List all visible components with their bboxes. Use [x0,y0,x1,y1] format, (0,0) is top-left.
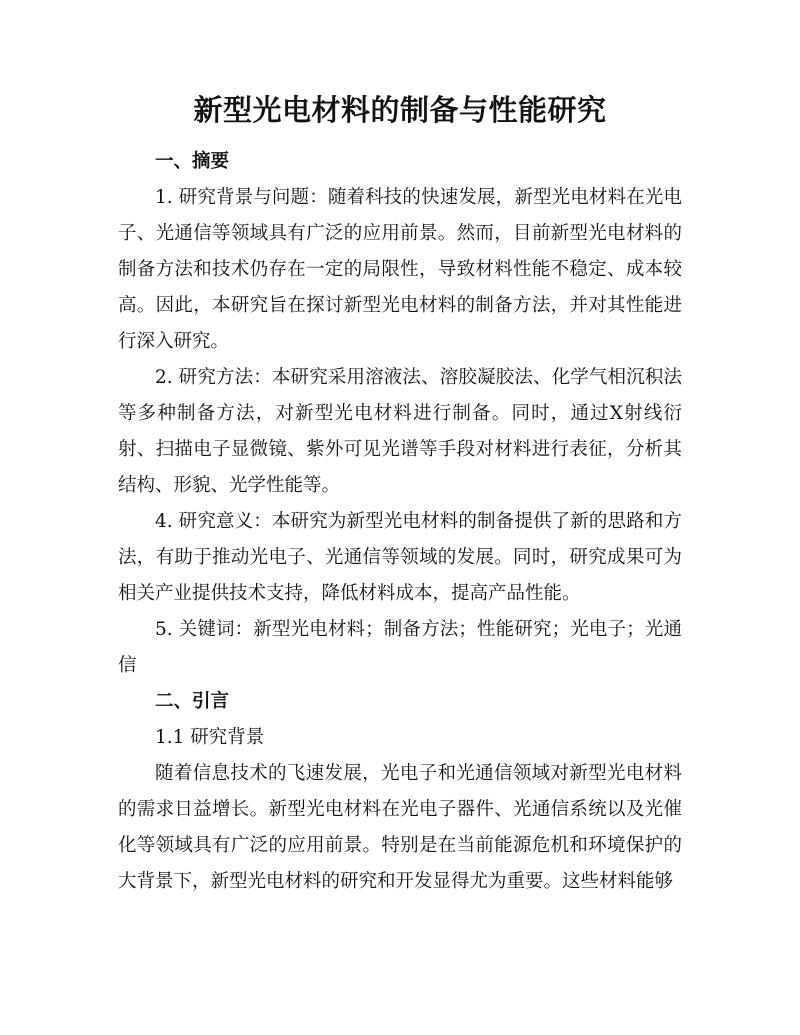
abstract-paragraph-keywords: 5. 关键词：新型光电材料；制备方法；性能研究；光电子；光通信 [118,619,682,676]
abstract-paragraph-significance: 4. 研究意义：本研究为新型光电材料的制备提供了新的思路和方法，有助于推动光电子、光通信等领域的发展。同时，研究成果可为相关产业提供技术支持，降低材料成本，提高产品性能。 [118,511,682,604]
section-heading-introduction: 二、引言 [155,691,230,712]
subsection-heading-background: 1.1 研究背景 [155,727,265,748]
document-title: 新型光电材料的制备与性能研究 [193,93,607,127]
abstract-paragraph-methods: 2. 研究方法：本研究采用溶液法、溶胶凝胶法、化学气相沉积法等多种制备方法，对新型光电材料进行制备。同时，通过X射线衍射、扫描电子显微镜、紫外可见光谱等手段对材料进行表征，分析其结构、形貌、光学性能等。 [118,367,682,496]
document-page [118,88,682,900]
abstract-paragraph-background: 1. 研究背景与问题：随着科技的快速发展，新型光电材料在光电子、光通信等领域具有广泛的应用前景。然而，目前新型光电材料的制备方法和技术仍存在一定的局限性，导致材料性能不稳定、成本较高。因此，本研究旨在探讨新型光电材料的制备方法，并对其性能进行深入研究。 [118,187,682,352]
introduction-paragraph: 随着信息技术的飞速发展，光电子和光通信领域对新型光电材料的需求日益增长。新型光电材料在光电子器件、光通信系统以及光催化等领域具有广泛的应用前景。特别是在当前能源危机和环境保护的大背景下，新型光电材料的研究和开发显得尤为重要。这些材料能够 [118,763,682,892]
section-heading-abstract: 一、摘要 [155,151,230,172]
